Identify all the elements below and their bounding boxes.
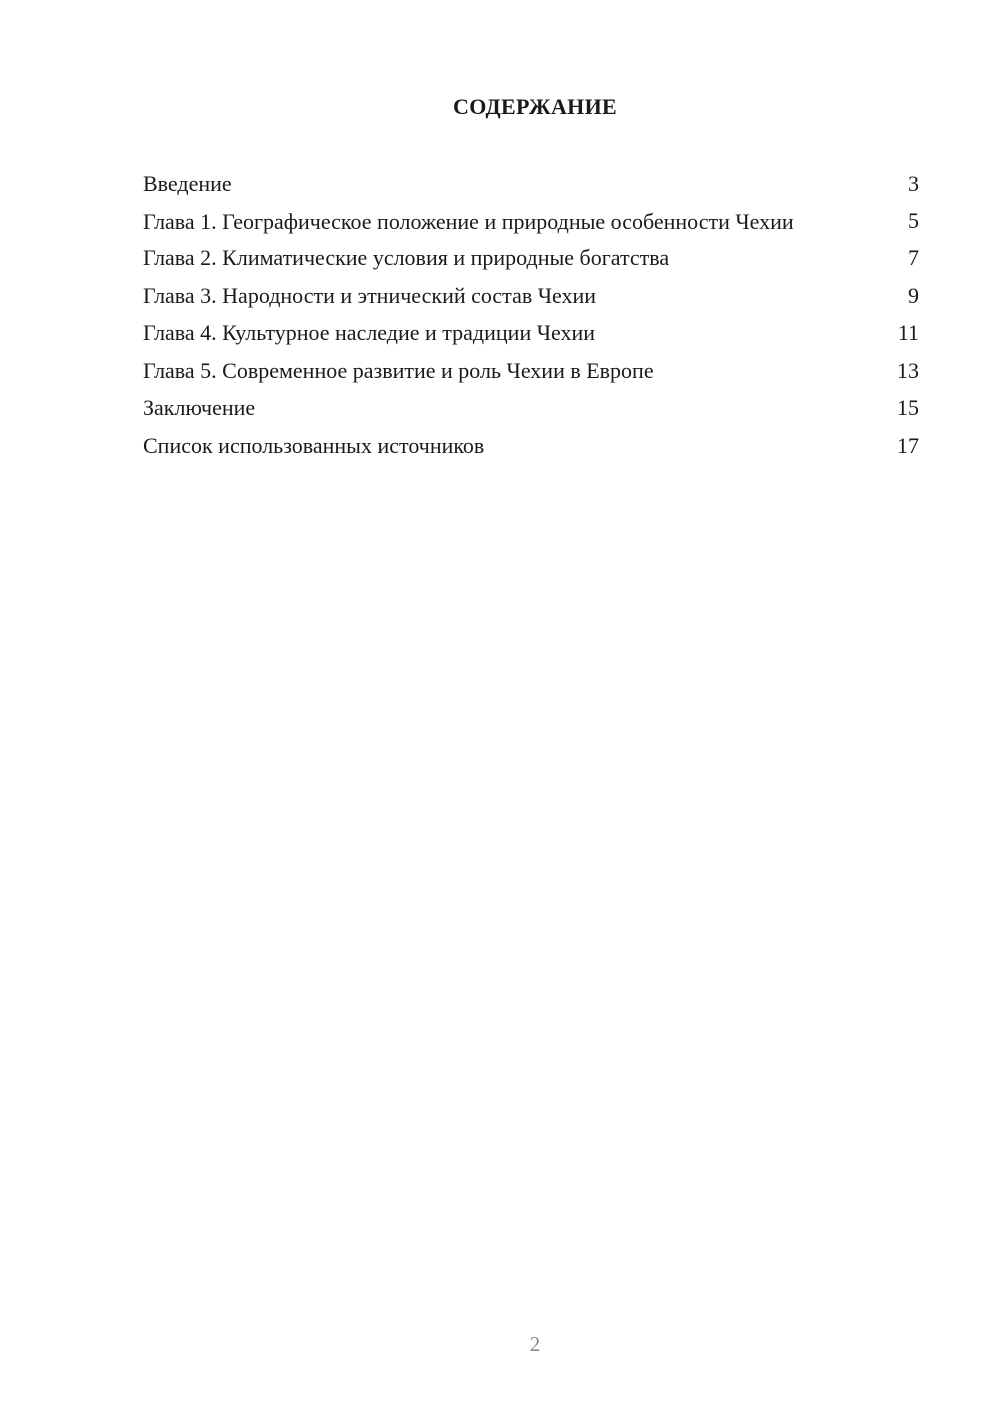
table-of-contents (143, 170, 919, 469)
toc-entry (143, 282, 919, 310)
toc-entry-title: Заключение (143, 395, 256, 420)
toc-entry-page: 13 (897, 357, 919, 383)
toc-entry (143, 244, 919, 272)
page-title: СОДЕРЖАНИЕ (453, 94, 617, 119)
toc-entry-page: 3 (908, 171, 919, 196)
toc-entry-page: 9 (908, 282, 919, 308)
toc-entry-title: Глава 3. Народности и этнический состав Чехии (143, 282, 597, 308)
toc-entry (143, 432, 919, 460)
toc-entry (143, 170, 919, 198)
toc-entry-page: 17 (897, 432, 919, 458)
toc-entry-title: Список использованных источников (143, 432, 485, 458)
toc-entry (143, 208, 919, 235)
toc-entry-page: 15 (897, 395, 919, 420)
toc-entry-title: Глава 4. Культурное наследие и традиции Чехии (143, 320, 596, 345)
toc-entry (143, 357, 919, 385)
toc-entry-page: 5 (908, 207, 919, 233)
toc-entry (143, 394, 919, 422)
toc-entry-title: Глава 2. Климатические условия и природные богатства (143, 245, 670, 270)
toc-entry (143, 319, 919, 347)
toc-entry-page: 7 (908, 245, 919, 270)
page-number: 2 (529, 1332, 541, 1356)
toc-entry-title: Введение (143, 171, 232, 196)
toc-entry-page: 11 (897, 320, 919, 345)
toc-entry-title: Глава 5. Современное развитие и роль Чехии в Европе (143, 357, 654, 383)
toc-entry-title: Глава 1. Географическое положение и природные особенности Чехии (143, 208, 794, 234)
